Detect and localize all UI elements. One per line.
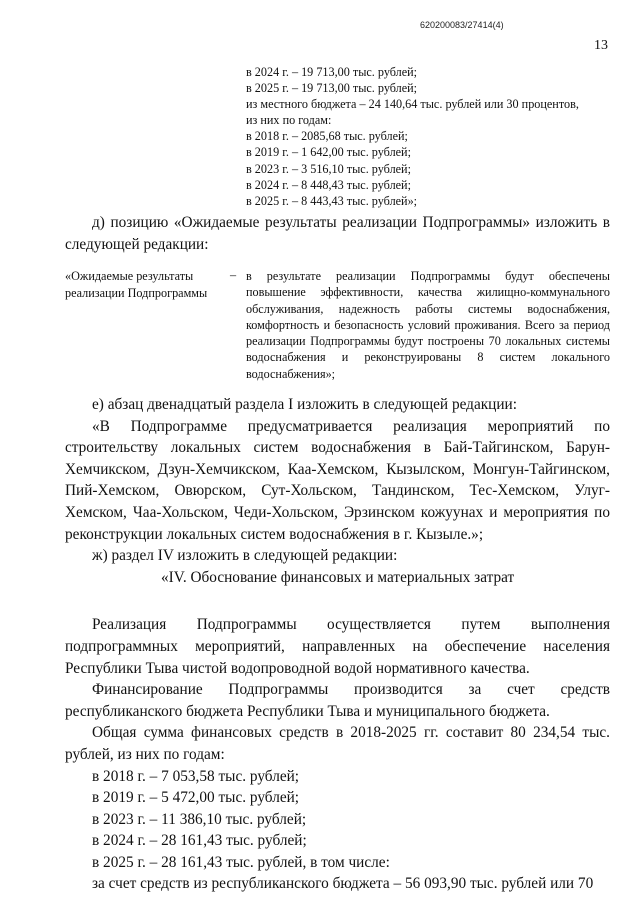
paragraph-e-intro: е) абзац двенадцатый раздела I изложить в следующей редакции: bbox=[92, 396, 517, 413]
year-line: в 2023 г. – 11 386,10 тыс. рублей; bbox=[92, 810, 307, 828]
paragraph-d: д) позицию «Ожидаемые результаты реализации Подпрограммы» изложить в следующей редакции: bbox=[65, 214, 610, 253]
year-line: в 2018 г. – 7 053,58 тыс. рублей; bbox=[92, 767, 300, 785]
section-heading: «IV. Обоснование финансовых и материальных затрат bbox=[161, 568, 515, 586]
paragraph-last: за счет средств из республиканского бюджета – 56 093,90 тыс. рублей или 70 bbox=[92, 875, 594, 893]
paragraph-zh-intro: ж) раздел IV изложить в следующей редакции: bbox=[92, 547, 398, 565]
financing-line: в 2018 г. – 2085,68 тыс. рублей; bbox=[246, 129, 408, 144]
financing-line: в 2024 г. – 8 448,43 тыс. рублей; bbox=[246, 177, 411, 192]
doc-id: 620200083/27414(4) bbox=[420, 20, 504, 30]
financing-line: в 2023 г. – 3 516,10 тыс. рублей; bbox=[246, 161, 411, 176]
financing-line: в 2024 г. – 19 713,00 тыс. рублей; bbox=[246, 65, 418, 79]
year-line: в 2024 г. – 28 161,43 тыс. рублей; bbox=[92, 832, 307, 850]
financing-line: из местного бюджета – 24 140,64 тыс. рублей или 30 процентов, bbox=[246, 97, 579, 112]
financing-line: в 2019 г. – 1 642,00 тыс. рублей; bbox=[246, 145, 411, 160]
results-row-label: «Ожидаемые результаты реализации Подпрограммы bbox=[65, 269, 208, 300]
page-number: 13 bbox=[594, 38, 608, 53]
financing-line: в 2025 г. – 8 443,43 тыс. рублей»; bbox=[246, 193, 418, 208]
paragraph-3: Общая сумма финансовых средств в 2018-2025 гг. составит 80 234,54 тыс. рублей, из них по годам: bbox=[65, 724, 610, 763]
financing-line: в 2025 г. – 19 713,00 тыс. рублей; bbox=[246, 81, 418, 96]
main-text bbox=[65, 394, 610, 895]
year-line: в 2019 г. – 5 472,00 тыс. рублей; bbox=[92, 789, 300, 807]
paragraph-1: Реализация Подпрограммы осуществляется путем выполнения подпрограммных мероприятий, направленных на обеспечение населения Республики Тыва чистой водопроводной водой нормативного качества. bbox=[65, 616, 610, 677]
results-row-dash: – bbox=[230, 268, 237, 282]
spacer bbox=[65, 588, 610, 614]
financing-list bbox=[246, 64, 616, 209]
paragraph-e-quote: «В Подпрограмме предусматривается реализация мероприятий по строительству локальных систем водоснабжения в Бай-Тайгинском, Барун-Хемчикском, Дзун-Хемчикском, Каа-Хемском, Кызылском, Монгун-Тайгинском, Пий-Хемском, Овюрском, Сут-Хольском, Тандинском, Тес-Хемском, Улуг-Хемском, Чаа-Хольском, Чеди-Хольском, Эрзинском кожуунах и мероприятия по реконструкции локальных систем водоснабжения в г. Кызыле.»; bbox=[65, 417, 610, 543]
financing-line: из них по годам: bbox=[246, 113, 332, 128]
year-line: в 2025 г. – 28 161,43 тыс. рублей, в том числе: bbox=[92, 853, 390, 871]
paragraph-2: Финансирование Подпрограммы производится за счет средств республиканского бюджета Республики Тыва и муниципального бюджета. bbox=[65, 681, 610, 720]
results-row-value: в результате реализации Подпрограммы будут обеспечены повышение эффективности, качества жилищно-коммунального обслуживания, надежность работы системы водоснабжения, комфортность и безопасность условий проживания. Всего за период реализации Подпрограммы будут построены 70 локальных системы водоснабжения и реконструированы 8 систем локального водоснабжения»; bbox=[246, 269, 610, 381]
